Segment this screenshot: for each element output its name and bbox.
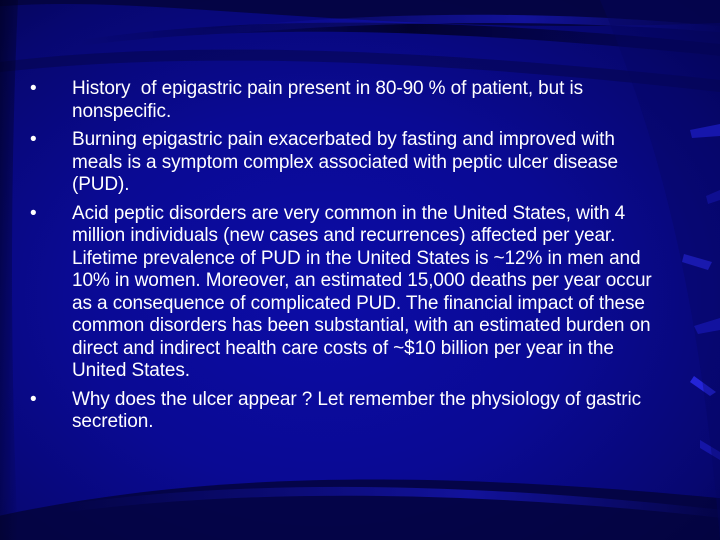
bullet-item [30, 389, 660, 434]
bullet-text: Why does the ulcer appear ? Let remember the physiology of gastric secretion. [72, 388, 641, 432]
bullet-dot-icon: • [30, 388, 37, 410]
bullet-dot-icon: • [30, 202, 37, 224]
bullet-text: Acid peptic disorders are very common in the United States, with 4 million individuals (new cases and recurrences) affected per year. Lifetime prevalence of PUD in the United States is ~12% in men and 10% in women. Moreover, an estimated 15,000 deaths per year occur as a consequence of complicated PUD. The financial impact of these common disorders has been substantial, with an estimated burden on direct and indirect health care costs of ~$10 billion per year in the United States. [72, 202, 652, 381]
bullet-dot-icon: • [30, 78, 37, 99]
slide-body [30, 78, 660, 440]
bullet-item [30, 203, 660, 383]
bullet-text: History of epigastric pain present in 80-90 % of patient, but is nonspecific. [72, 78, 589, 122]
bullet-text: Burning epigastric pain exacerbated by fasting and improved with meals is a symptom complex associated with peptic ulcer disease (PUD). [72, 129, 618, 195]
bullet-item [30, 78, 660, 123]
bullet-list [30, 78, 660, 434]
bullet-dot-icon: • [30, 129, 37, 150]
left-edge-shade [0, 0, 18, 540]
bullet-item [30, 129, 660, 197]
